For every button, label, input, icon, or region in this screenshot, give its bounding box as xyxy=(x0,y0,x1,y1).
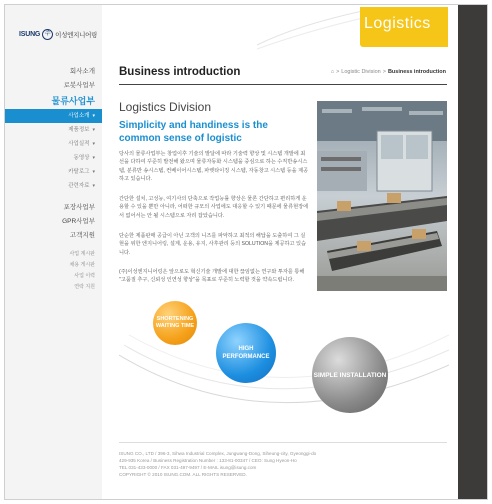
page-title: Business introduction xyxy=(119,66,241,78)
header-swoosh-graphic xyxy=(252,5,362,53)
sidebar-nav xyxy=(5,65,102,293)
page-frame xyxy=(4,4,488,500)
body-paragraph: 단순한 제품판매 공급이 아닌 고객의 니즈를 파악하고 최적의 해답을 도출하여 그 실현을 위한 엔지니어링, 설계, 운용, 유지, 사후관리 등의 SOLUTION을 제공하고 있습니다. xyxy=(119,233,307,256)
logo-circle: 주 xyxy=(42,29,53,40)
nav-section-logistics[interactable]: 물류사업부 xyxy=(51,96,95,106)
subnav-label: 제품정보 xyxy=(68,127,90,133)
subnav-item-products[interactable] xyxy=(5,123,102,137)
util-link[interactable]: 연락 지원 xyxy=(74,284,95,290)
footer-registration: 429-935 Korea / Business Registration Number : 133-81-00347 / CEO: Sung Hyeon-Ho xyxy=(119,458,297,463)
subnav-label: 관련자료 xyxy=(68,183,90,189)
util-link[interactable]: 사업 계시판 xyxy=(69,251,95,257)
feature-circle-installation: SIMPLE INSTALLATION xyxy=(312,337,388,413)
chevron-down-icon: ▾ xyxy=(92,127,95,133)
body-paragraph: 당사의 물류사업부는 창업이후 기술의 발달에 따라 기술력 향상 및 시스템 개발에 최선을 다하여 꾸준히 발전해 왔으며 물류자동화 시스템을 중심으로 하는 수직반송시스템, 분류반 송시스템, 컨베이어시스템, 파렛타이징 시스템, 자동창고 시스템 등을 제공하고 있습니다. xyxy=(119,151,309,183)
subnav-item-records[interactable] xyxy=(5,137,102,151)
right-dark-bar xyxy=(458,5,487,499)
util-link[interactable]: 사업 이력 xyxy=(74,273,95,279)
features-diagram xyxy=(119,295,449,435)
breadcrumb-item[interactable]: Logistic Division xyxy=(341,69,381,75)
subnav-label: 카탈로그 xyxy=(68,169,90,175)
subnav-label: 사업실적 xyxy=(68,141,90,147)
subnav-item-resources[interactable] xyxy=(5,179,102,193)
subnav-item-catalog[interactable] xyxy=(5,165,102,179)
body-paragraph: (주)이성엔지니어링은 앞으로도 혁신기술 개발에 대한 끊임없는 연구와 투자를 통해 "고품질 추구, 신뢰성 인연성 향상"을 목표로 꾸준히 노력할 것을 약속드립니다. xyxy=(119,269,305,284)
section-tab-label: Logistics xyxy=(364,15,431,32)
subnav-label: 동영상 xyxy=(73,155,90,161)
subnav-item-videos[interactable] xyxy=(5,151,102,165)
breadcrumb xyxy=(331,69,446,75)
footer-contact: TEL 031-433-0000 / FAX 031-497-9497 / E-MAIL isung@isung.com xyxy=(119,465,257,470)
chevron-down-icon: ▾ xyxy=(92,113,95,119)
factory-conveyor-photo xyxy=(317,101,447,291)
section-title: Logistics Division xyxy=(119,100,212,114)
subnav-item-business-intro[interactable] xyxy=(5,109,102,123)
logo-name: 이성엔지니어링 xyxy=(55,31,98,39)
nav-item-robot[interactable]: 로봇사업부 xyxy=(63,82,95,89)
main-content xyxy=(102,5,460,499)
nav-item-company[interactable]: 회사소개 xyxy=(69,68,95,75)
subnav-label: 사업소개 xyxy=(68,113,90,119)
home-icon[interactable]: ⌂ xyxy=(330,69,335,75)
breadcrumb-current: Business introduction xyxy=(387,69,446,75)
util-link[interactable]: 채용 게시판 xyxy=(69,262,95,268)
logo-mark: ISUNG xyxy=(19,30,41,38)
nav-item-gpr[interactable]: GPR사업부 xyxy=(62,218,95,225)
footer-divider xyxy=(119,442,447,443)
feature-circle-waiting-time: SHORTENING WAITING TIME xyxy=(153,301,197,345)
body-paragraph: 간단한 설치, 고성능, 여기사의 단축으로 작업능률 향상은 물론 간단하고 편리하게 운용할 수 있을 뿐만 아니라, 어떠한 규모의 사업에도 대응할 수 있기 때문에 물류현장에서 없어서는 안 될 시스템으로 자리 잡았습니다. xyxy=(119,196,309,219)
nav-item-packaging[interactable]: 포장사업부 xyxy=(63,204,95,211)
chevron-down-icon: ▾ xyxy=(92,169,95,175)
chevron-right-icon: > xyxy=(382,69,386,75)
footer-copyright: COPYRIGHT © 2010 ISUNG.COM. ALL RIGHTS RESERVED. xyxy=(119,472,247,477)
divider xyxy=(119,84,447,85)
company-logo[interactable] xyxy=(19,27,97,41)
chevron-down-icon: ▾ xyxy=(92,155,95,161)
nav-item-support[interactable]: 고객지원 xyxy=(69,232,95,239)
chevron-down-icon: ▾ xyxy=(92,183,95,189)
chevron-down-icon: ▾ xyxy=(92,141,95,147)
footer xyxy=(119,450,449,478)
footer-address: ISUNG CO., LTD / 396-3, Sihwa Industrial Complex, Jungwang-Dong, Siheung-city, Gyeonggi-do xyxy=(119,451,317,456)
headline: Simplicity and handiness is the common sense of logistic xyxy=(119,120,268,144)
feature-circle-performance: HIGH PERFORMANCE xyxy=(216,323,276,383)
sidebar xyxy=(5,5,102,499)
chevron-right-icon: > xyxy=(336,69,340,75)
